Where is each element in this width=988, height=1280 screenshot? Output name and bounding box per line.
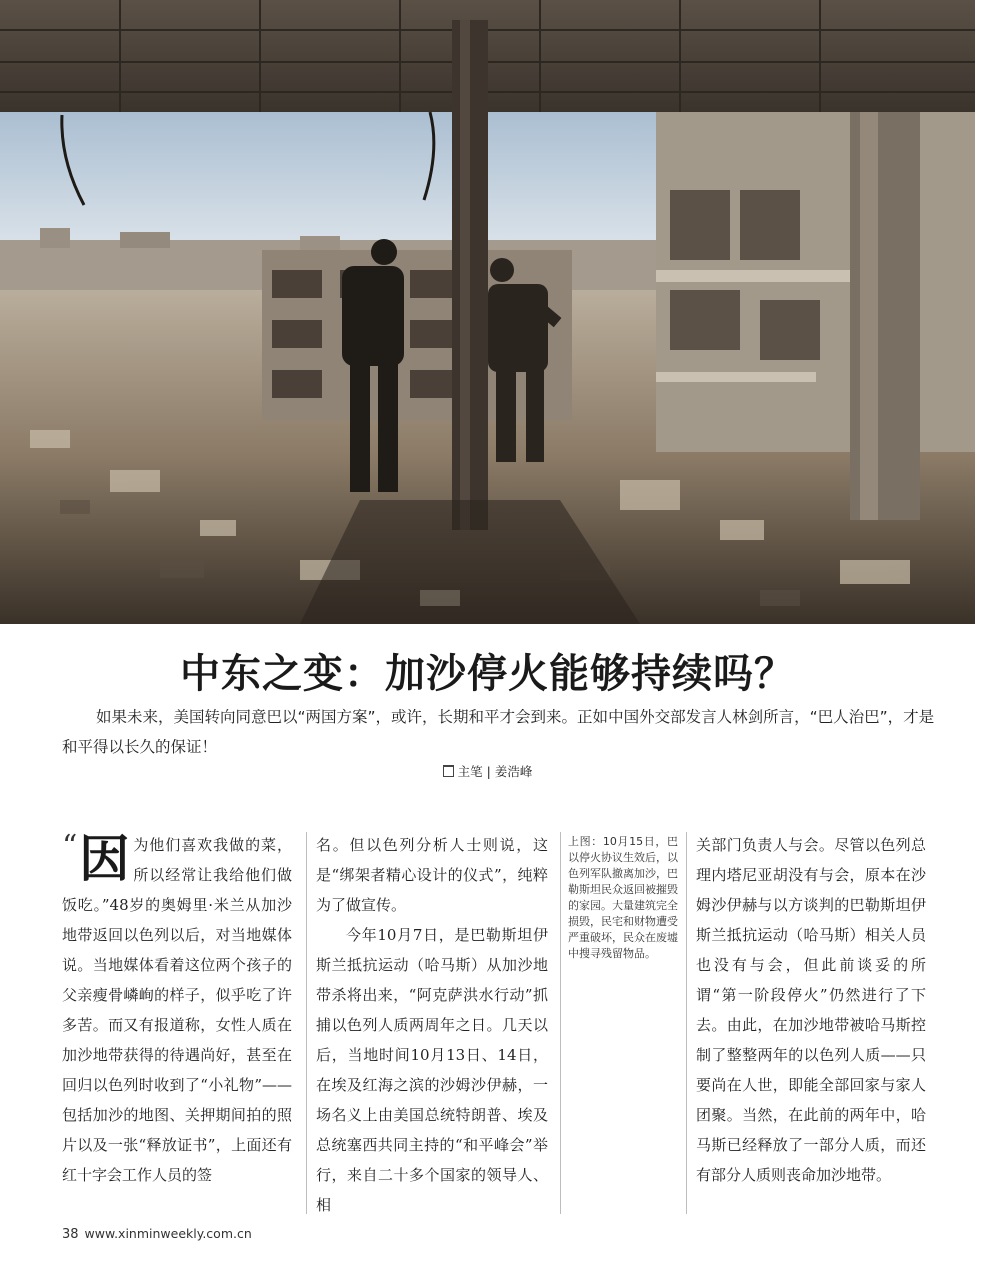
photo-ruins-figures-icon [0, 0, 975, 624]
body-paragraph: 关部门负责人与会。尽管以色列总理内塔尼亚胡没有与会，原本在沙姆沙伊赫与以方谈判的巴勒斯坦伊斯兰抵抗运动（哈马斯）相关人员也没有与会，但此前谈妥的所谓“第一阶段停火”仍然进行了下去。由此，在加沙地带被哈马斯控制了整整两年的以色列人质——只要尚在人世，即能全部回家与家人团聚。当然，在此前的两年中，哈马斯已经释放了一部分人质，而还有部分人质则丧命加沙地带。 [696, 836, 926, 1184]
dropcap: 因 [79, 829, 130, 888]
byline-text: 主笔 | 姜浩峰 [457, 764, 533, 779]
column-divider [306, 832, 307, 1214]
page-number: 38 [62, 1227, 79, 1242]
column-divider [560, 832, 561, 1214]
pen-icon [443, 765, 454, 777]
opening-quote: “ [62, 829, 78, 864]
body-paragraph: 今年10月7日，是巴勒斯坦伊斯兰抵抗运动（哈马斯）从加沙地带杀将出来，“阿克萨洪水行动”抓捕以色列人质两周年之日。几天以后，当地时间10月13日、14日，在埃及红海之滨的沙姆沙伊赫，一场名义上由美国总统特朗普、埃及总统塞西共同主持的“和平峰会”举行，来自二十多个国家的领导人、相 [316, 926, 548, 1214]
deck: 如果未来，美国转向同意巴以“两国方案”，或许，长期和平才会到来。正如中国外交部发言人林剑所言，“巴人治巴”，才是和平得以长久的保证！ [62, 708, 935, 756]
body-column-2 [316, 830, 548, 1220]
photo-caption: 上图：10月15日，巴以停火协议生效后，以色列军队撤离加沙，巴勒斯坦民众返回被摧毁的家园。大量建筑完全损毁，民宅和财物遭受严重破坏，民众在废墟中搜寻残留物品。 [568, 835, 678, 960]
column-divider [686, 832, 687, 1214]
page-footer [62, 1226, 252, 1242]
byline [0, 762, 975, 780]
body-column-1 [62, 830, 292, 1190]
hero-photo [0, 0, 975, 624]
website-url: www.xinminweekly.com.cn [84, 1226, 252, 1241]
body-paragraph: 为他们喜欢我做的菜，所以经常让我给他们做饭吃。”48岁的奥姆里·米兰从加沙地带返回以色列以后，对当地媒体说。当地媒体看着这位两个孩子的父亲瘦骨嶙峋的样子，似乎吃了许多苦。而又有报道称，女性人质在加沙地带获得的待遇尚好，甚至在回归以色列时收到了“小礼物”——包括加沙的地图、关押期间拍的照片以及一张“释放证书”，上面还有红十字会工作人员的签 [62, 836, 292, 1184]
body-paragraph: 名。但以色列分析人士则说，这是“绑架者精心设计的仪式”，纯粹为了做宣传。 [316, 836, 548, 914]
headline: 中东之变：加沙停火能够持续吗？ [180, 651, 795, 697]
dropcap-block [62, 829, 130, 890]
body-column-4 [696, 830, 926, 1190]
